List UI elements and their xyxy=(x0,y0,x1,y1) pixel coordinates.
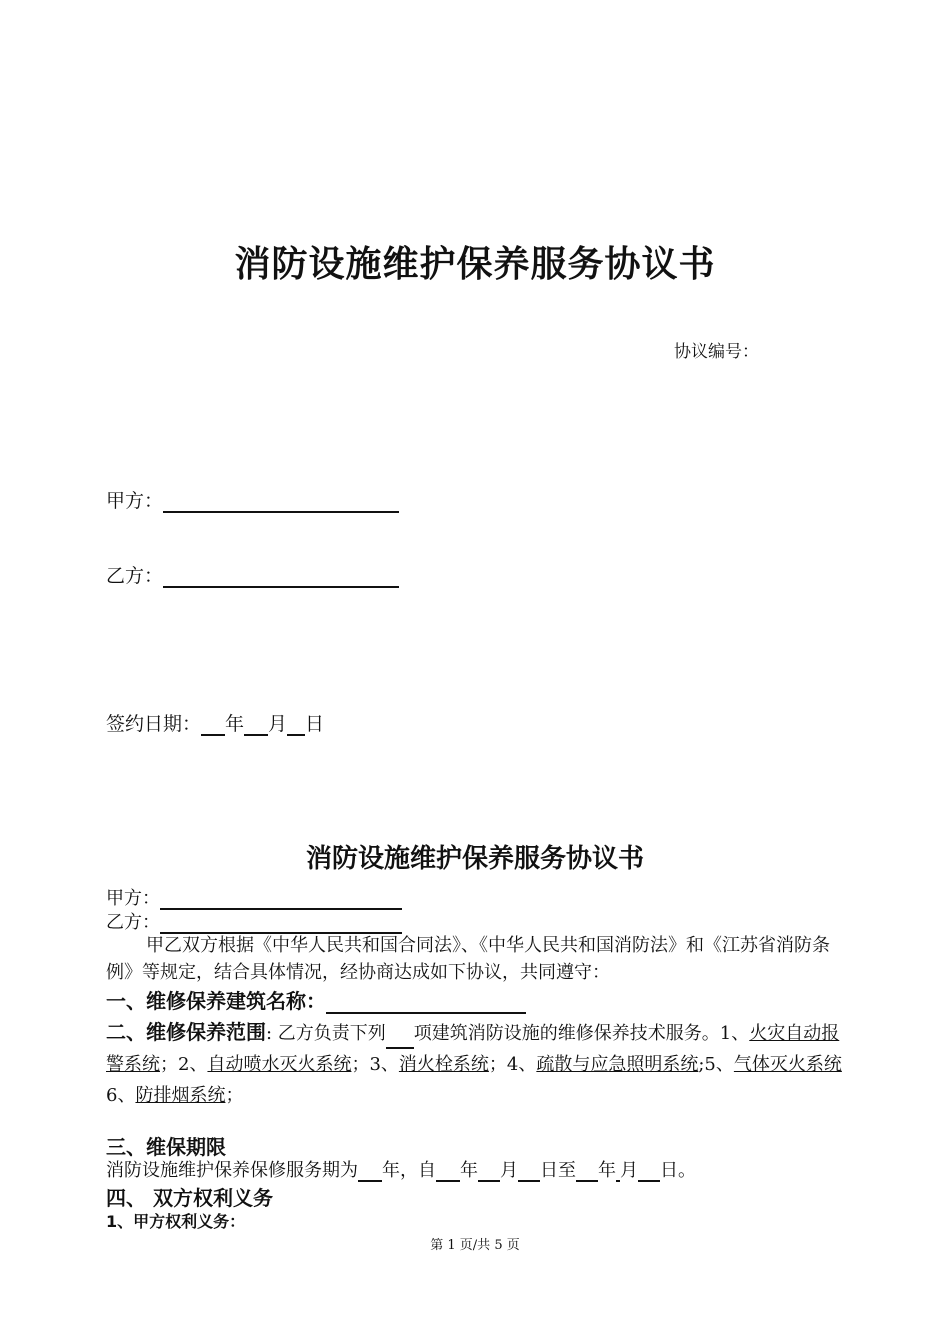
system-sprinkler: 自动喷水灭火系统 xyxy=(207,1054,352,1075)
preamble-paragraph: 甲乙双方根据《中华人民共和国合同法》、《中华人民共和国消防法》和《江苏省消防条例》等规定，结合具体情况，经协商达成如下协议，共同遵守： xyxy=(106,935,830,983)
sign-month-blank[interactable] xyxy=(244,714,268,736)
section-1-heading xyxy=(106,985,526,1014)
section-1-label: 一、维修保养建筑名称： xyxy=(106,989,326,1013)
contract-party-a xyxy=(106,884,402,910)
sign-date xyxy=(106,709,324,736)
period-text-c: 年 xyxy=(460,1160,478,1181)
system-evacuation-lighting: 疏散与应急照明系统 xyxy=(536,1054,699,1075)
period-text-d: 月 xyxy=(500,1160,518,1181)
sign-day-label: 日 xyxy=(305,713,325,735)
building-name-blank[interactable] xyxy=(326,992,526,1014)
period-years-blank[interactable] xyxy=(358,1162,382,1182)
separator-5: 6、 xyxy=(106,1085,136,1106)
service-period-line xyxy=(106,1156,696,1182)
sign-date-label: 签约日期： xyxy=(106,713,202,735)
start-year-blank[interactable] xyxy=(436,1162,460,1182)
cover-party-b xyxy=(106,561,399,588)
period-text-f: 年 xyxy=(598,1160,616,1181)
section-2-text-a: : 乙方负责下列 xyxy=(266,1023,386,1044)
section-2-paragraph xyxy=(106,1017,854,1111)
period-text-a: 消防设施维护保养保修服务期为 xyxy=(106,1160,358,1181)
end-year-blank[interactable] xyxy=(576,1162,598,1182)
cover-party-b-label: 乙方： xyxy=(106,565,164,587)
sign-year-label: 年 xyxy=(225,713,245,735)
start-month-blank[interactable] xyxy=(478,1162,500,1182)
start-day-blank[interactable] xyxy=(518,1162,540,1182)
period-text-h: 日。 xyxy=(660,1160,696,1181)
separator-1: ；2、 xyxy=(160,1054,208,1075)
agreement-number-label: 协议编号： xyxy=(674,342,759,362)
subsection-1-heading: 1、甲方权利义务： xyxy=(106,1212,246,1231)
system-hydrant: 消火栓系统 xyxy=(398,1054,489,1075)
section-4-heading: 四、 双方权利义务 xyxy=(106,1186,273,1210)
contract-party-b xyxy=(106,908,402,934)
separator-3: ；4、 xyxy=(488,1054,537,1075)
contract-party-a-blank[interactable] xyxy=(160,890,402,910)
cover-party-a xyxy=(106,486,399,513)
end-day-blank[interactable] xyxy=(638,1162,660,1182)
item-count-blank[interactable] xyxy=(386,1029,414,1049)
sign-day-blank[interactable] xyxy=(287,714,305,736)
cover-party-a-blank[interactable] xyxy=(163,491,399,513)
separator-6: ； xyxy=(225,1085,244,1106)
separator-2: ；3、 xyxy=(351,1054,399,1075)
section-2-heading: 二、维修保养范围 xyxy=(106,1020,266,1044)
section-2-text-b: 项建筑消防设施的维修保养技术服务。1、 xyxy=(413,1023,750,1044)
contract-party-b-blank[interactable] xyxy=(160,914,402,934)
contract-party-a-label: 甲方： xyxy=(106,888,160,909)
page-footer: 第 1 页/共 5 页 xyxy=(430,1238,520,1253)
cover-party-b-blank[interactable] xyxy=(163,566,399,588)
period-text-b: 年，自 xyxy=(382,1160,436,1181)
contract-title: 消防设施维护保养服务协议书 xyxy=(305,844,644,874)
sign-year-blank[interactable] xyxy=(201,714,225,736)
period-text-g: 月 xyxy=(620,1160,638,1181)
sign-month-label: 月 xyxy=(268,713,288,735)
section-3-heading: 三、维保期限 xyxy=(106,1135,226,1159)
cover-party-a-label: 甲方： xyxy=(106,490,164,512)
system-gas-extinguishing: 气体灭火系统 xyxy=(733,1054,842,1075)
separator-4: ;5、 xyxy=(698,1054,734,1075)
system-fire-alarm: 火灾自动报警系统 xyxy=(106,1023,840,1075)
cover-title: 消防设施维护保养服务协议书 xyxy=(234,244,716,285)
period-text-e: 日至 xyxy=(540,1160,576,1181)
system-smoke-control: 防排烟系统 xyxy=(135,1085,226,1106)
contract-party-b-label: 乙方： xyxy=(106,912,160,933)
